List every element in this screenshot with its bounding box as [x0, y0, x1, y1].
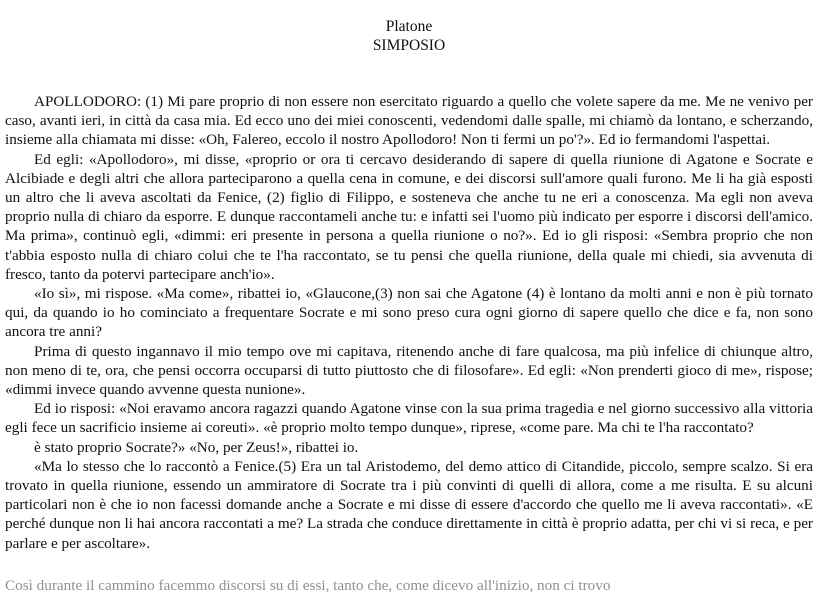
- paragraph-2: Ed egli: «Apollodoro», mi disse, «proprio or ora ti cercavo desiderando di sapere di quella riunione di Agatone e Socrate e Alcibiade e degli altri che allora parteciparono a quella cena in comune, e dei discorsi sull'amore quali furono. Me li ha già esposti un altro che li aveva ascoltati da Fenice, (2) figlio di Filippo, e sosteneva che anche tu ne eri a conoscenza. Ma egli non aveva proprio nulla di chiaro da esporre. E dunque raccontameli anche tu: e infatti sei l'uomo più indicato per esporre i discorsi dell'amico. Ma prima», continuò egli, «dimmi: eri presente in persona a quella riunione o no?». Ed io gli risposi: «Sembra proprio che non t'abbia esposto nulla di chiaro colui che te l'ha raccontato, se tu pensi che quella riunione, della quale mi chiedi, sia avvenuta di fresco, tanto da potervi partecipare anch'io».: [5, 150, 813, 283]
- author-name: Platone: [385, 18, 433, 35]
- document-body: [5, 92, 813, 553]
- paragraph-6: è stato proprio Socrate?» «No, per Zeus!», ribattei io.: [34, 438, 359, 456]
- cutoff-line: Così durante il cammino facemmo discorsi su di essi, tanto che, come dicevo all'inizio, non ci trovo: [5, 577, 611, 594]
- document-page: [5, 0, 813, 553]
- paragraph-7: «Ma lo stesso che lo raccontò a Fenice.(5) Era un tal Aristodemo, del demo attico di Citandide, piccolo, sempre scalzo. Si era trovato in quella riunione, essendo un ammiratore di Socrate tra i più convinti di quelli di allora, come a me risulta. E su alcuni particolari non è che io non facessi domande anche a Socrate e mi disse di essere d'accordo che quello me li aveva raccontati». «E perché dunque non li hai ancora raccontati a me? La strada che conduce direttamente in città è proprio adatta, per chi vi si reca, e per parlare e per ascoltare».: [5, 457, 813, 552]
- paragraph-5: Ed io risposi: «Noi eravamo ancora ragazzi quando Agatone vinse con la sua prima tragedia e nel giorno successivo alla vittoria egli fece un sacrificio insieme ai coreuti». «è proprio molto tempo dunque», riprese, «come pare. Ma chi te l'ha raccontato?: [5, 400, 813, 437]
- paragraph-4: Prima di questo ingannavo il mio tempo ove mi capitava, ritenendo anche di fare qualcosa, ma più infelice di chiunque altro, non meno di te, ora, che pensi occorra occuparsi di tutto piuttosto che di filosofare». Ed egli: «Non prenderti gioco di me», rispose; «dimmi invece quando avvenne questa nunione».: [5, 342, 813, 399]
- work-title: SIMPOSIO: [372, 37, 446, 54]
- document-header: [5, 0, 813, 55]
- paragraph-3: «Io sì», mi rispose. «Ma come», ribattei io, «Glaucone,(3) non sai che Agatone (4) è lontano da molti anni e non è più tornato qui, da quando io ho cominciato a frequentare Socrate e mi sono preso cura ogni giorno di sapere quello che dice e fa, non sono ancora tre anni?: [5, 285, 813, 341]
- cutoff-line-container: [5, 577, 813, 594]
- paragraph-1: APOLLODORO: (1) Mi pare proprio di non essere non esercitato riguardo a quello che volete sapere da me. Me ne venivo per caso, avanti ieri, in città da casa mia. Ed ecco uno dei miei conoscenti, vedendomi dalle spalle, mi chiamò da lontano, e scherzando, insieme alla chiamata mi disse: «Oh, Falereo, eccolo il nostro Apollodoro! Non ti fermi un po'?». Ed io fermandomi l'aspettai.: [5, 93, 813, 149]
